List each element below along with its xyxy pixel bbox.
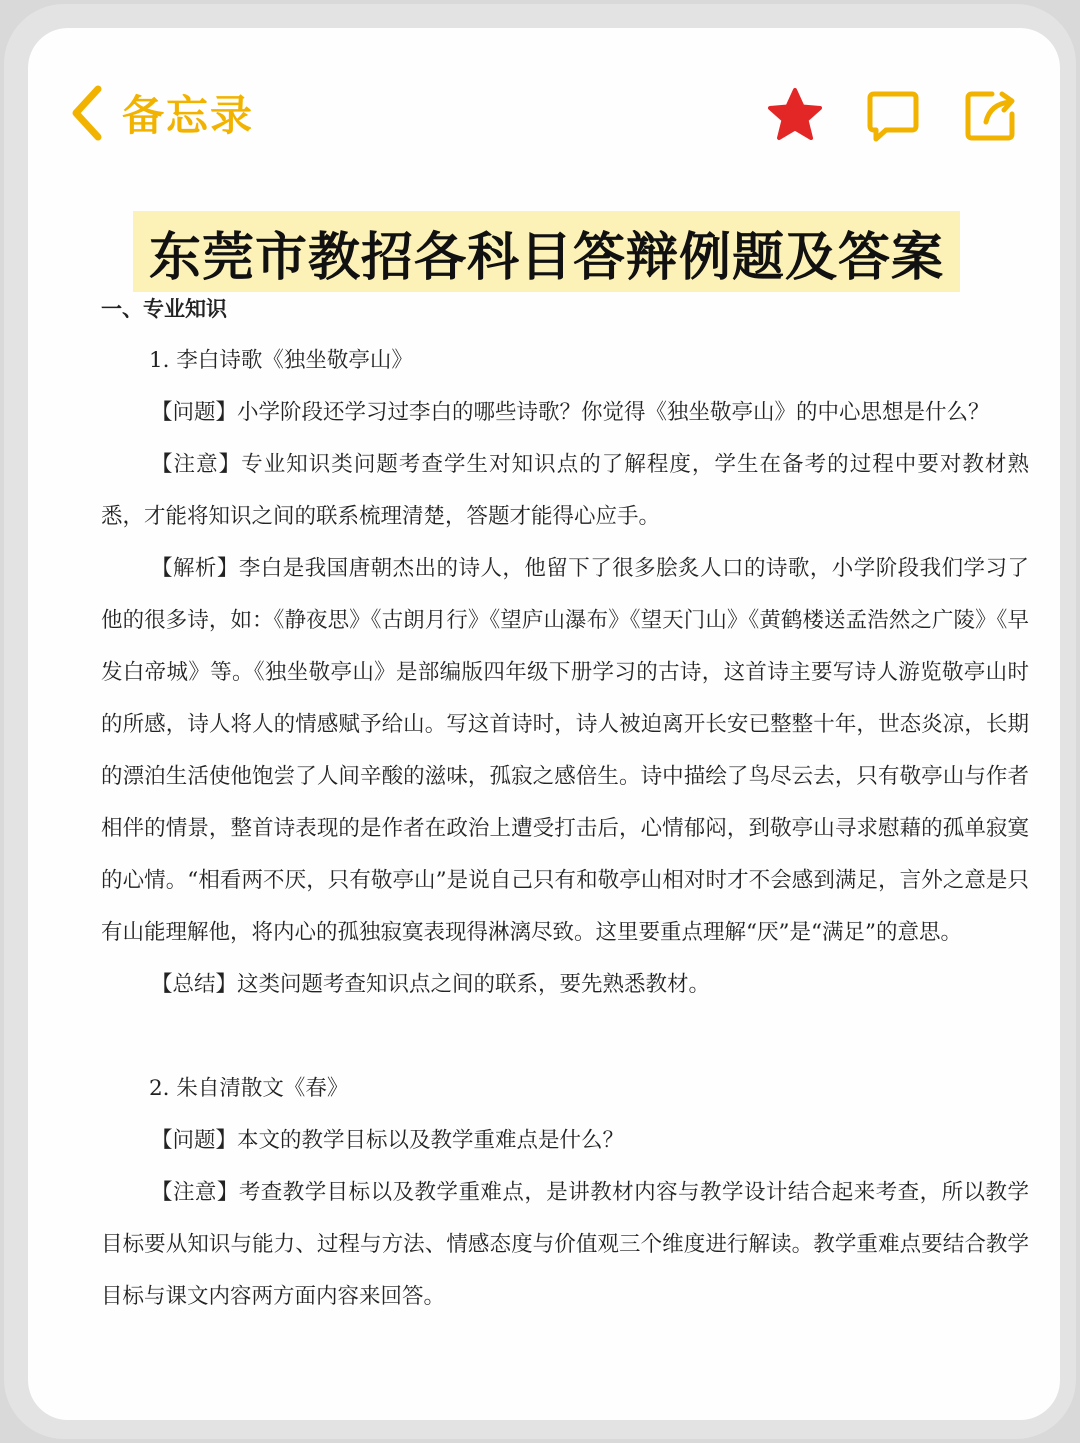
analysis-text: 李白是我国唐朝杰出的诗人，他留下了很多脍炙人口的诗歌，小学阶段我们学习了他的很多诗，如：《静夜思》《古朗月行》《望庐山瀑布》《望天门山》《黄鹤楼送孟浩然之广陵》《早发白帝城》等。《独坐敬亭山》是部编版四年级下册学习的古诗，这首诗主要写诗人游览敬亭山时的所感，诗人将人的情感赋予给山。写这首诗时，诗人被迫离开长安已整整十年，世态炎凉，长期的漂泊生活使他饱尝了人间辛酸的滋味，孤寂之感倍生。诗中描绘了鸟尽云去，只有敬亭山与作者相伴的情景，整首诗表现的是作者在政治上遭受打击后，心情郁闷，到敬亭山寻求慰藉的孤单寂寞的心情。“相看两不厌，只有敬亭山”是说自己只有和敬亭山相对时才不会感到满足，言外之意是只有山能理解他，将内心的孤独寂寞表现得淋漓尽致。这里要重点理解“厌”是“满足”的意思。 xyxy=(101,556,1029,945)
note-card xyxy=(28,28,1060,1420)
page-title: 东莞市教招各科目答辩例题及答案 xyxy=(133,211,960,292)
note-content xyxy=(101,283,1029,1323)
question-text: 小学阶段还学习过李白的哪些诗歌？你觉得《独坐敬亭山》的中心思想是什么？ xyxy=(237,400,990,425)
chevron-left-icon xyxy=(68,83,108,143)
star-button[interactable] xyxy=(766,86,824,144)
note-tag: 【注意】 xyxy=(151,1180,239,1205)
back-label: 备忘录 xyxy=(122,91,255,140)
summary-paragraph xyxy=(101,959,1029,1011)
back-button[interactable] xyxy=(68,83,254,143)
analysis-tag: 【解析】 xyxy=(151,556,239,581)
toolbar-actions xyxy=(766,86,1020,144)
outer-frame xyxy=(4,4,1076,1439)
summary-text: 这类问题考查知识点之间的联系，要先熟悉教材。 xyxy=(237,972,711,997)
question-tag: 【问题】 xyxy=(151,400,238,425)
comment-button[interactable] xyxy=(864,86,922,144)
star-icon xyxy=(766,86,824,144)
question-tag: 【问题】 xyxy=(151,1128,238,1153)
comment-icon xyxy=(864,86,922,144)
section-heading: 一、专业知识 xyxy=(101,297,227,321)
question-paragraph xyxy=(101,387,1029,439)
note-text: 考查教学目标以及教学重难点，是讲教材内容与教学设计结合起来考查，所以教学目标要从知识与能力、过程与方法、情感态度与价值观三个维度进行解读。教学重难点要结合教学目标与课文内容两方面内容来回答。 xyxy=(101,1180,1029,1309)
item-title: 1. 李白诗歌《独坐敬亭山》 xyxy=(149,348,413,373)
analysis-paragraph xyxy=(101,543,1029,959)
share-icon xyxy=(962,86,1020,144)
spacer xyxy=(101,1011,1029,1063)
question-paragraph xyxy=(101,1115,1029,1167)
note-tag: 【注意】 xyxy=(151,452,242,477)
note-paragraph xyxy=(101,439,1029,543)
item-title: 2. 朱自清散文《春》 xyxy=(149,1076,349,1101)
question-text: 本文的教学目标以及教学重难点是什么？ xyxy=(237,1128,625,1153)
note-paragraph xyxy=(101,1167,1029,1323)
note-text: 专业知识类问题考查学生对知识点的了解程度，学生在备考的过程中要对教材熟悉，才能将知识之间的联系梳理清楚，答题才能得心应手。 xyxy=(101,452,1029,529)
summary-tag: 【总结】 xyxy=(151,972,238,997)
share-button[interactable] xyxy=(962,86,1020,144)
